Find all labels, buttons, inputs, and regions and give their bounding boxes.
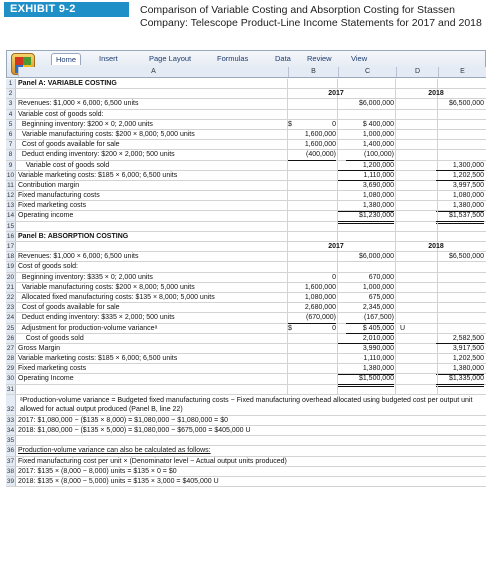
row-label: Variable manufacturing costs: $200 × 8,000; 5,000 units <box>18 130 195 138</box>
spreadsheet-row[interactable] <box>6 457 486 467</box>
grid-line <box>337 222 338 231</box>
grid-line <box>437 140 438 149</box>
row-label: Fixed manufacturing cost per unit × (Denominator level − Actual output units produced) <box>18 457 287 465</box>
grid-line <box>395 334 396 343</box>
tab-review[interactable]: Review <box>307 54 332 63</box>
row-number: 17 <box>6 243 15 250</box>
grid-line <box>287 385 288 394</box>
grid-line <box>287 201 288 210</box>
value-2018-detail: 670,000 <box>368 273 394 281</box>
grid-line <box>437 303 438 312</box>
grid-line <box>287 354 288 363</box>
spreadsheet-row[interactable] <box>6 130 486 140</box>
grid-line <box>437 130 438 139</box>
grid-line <box>395 303 396 312</box>
currency-symbol: $ <box>288 324 292 332</box>
spreadsheet-row[interactable] <box>6 334 486 344</box>
value-2018-total: 1,080,000 <box>452 192 484 200</box>
grid-line <box>395 252 396 261</box>
value-2017-total: 1,380,000 <box>338 201 394 212</box>
spreadsheet-row[interactable] <box>6 181 486 191</box>
grid-line <box>395 364 396 373</box>
row-number: 31 <box>6 385 15 393</box>
row-number: 10 <box>6 171 15 179</box>
excel-ribbon <box>6 50 486 78</box>
row-label: Production-volume variance can also be calculated as follows: <box>18 447 211 455</box>
grid-line <box>337 110 338 119</box>
row-number: 14 <box>6 212 15 220</box>
value-2018-detail: (167,500) <box>346 313 394 324</box>
spreadsheet-row[interactable] <box>6 191 486 201</box>
value-2018-detail: 675,000 <box>368 293 394 301</box>
row-number: 16 <box>6 232 15 240</box>
row-number: 26 <box>6 334 15 342</box>
grid-line <box>287 374 288 383</box>
value-2017-total: 3,690,000 <box>362 181 394 189</box>
grid-line <box>437 232 438 241</box>
grid-line <box>395 211 396 220</box>
grid-line <box>437 313 438 322</box>
grid-line <box>437 79 438 88</box>
grid-line <box>395 293 396 302</box>
grid-line <box>337 140 338 149</box>
row-number: 22 <box>6 293 15 301</box>
spreadsheet-row[interactable] <box>6 110 486 120</box>
row-label: Variable cost of goods sold <box>18 161 110 169</box>
grid-line <box>337 130 338 139</box>
row-number: 36 <box>6 447 15 455</box>
row-label: Revenues: $1,000 × 6,000; 6,500 units <box>18 100 139 108</box>
grid-line <box>337 273 338 282</box>
row-label: Beginning inventory: $335 × 0; 2,000 units <box>18 273 153 281</box>
value-2018-total: $1,335,000 <box>436 374 484 387</box>
value-2018-total: 1,300,000 <box>436 161 484 172</box>
grid-line <box>287 364 288 373</box>
tab-formulas[interactable]: Formulas <box>217 54 249 63</box>
row-label: 2018: $135 × (8,000 − 5,000) units = $135 × 3,000 = $405,000 U <box>18 477 219 485</box>
grid-line <box>395 222 396 231</box>
grid-line <box>395 130 396 139</box>
row-number: 38 <box>6 467 15 475</box>
row-number: 25 <box>6 324 15 332</box>
row-label: Deduct ending inventory: $335 × 2,000; 500 units <box>18 314 175 322</box>
grid-line <box>437 110 438 119</box>
row-label: Cost of goods sold: <box>18 263 78 271</box>
grid-line <box>437 120 438 129</box>
row-label: Variable manufacturing costs: $200 × 8,000; 5,000 units <box>18 283 195 291</box>
value-2017-total: 1,080,000 <box>362 192 394 200</box>
row-label: 2017: $1,080,000 − ($135 × 8,000) = $1,080,000 − $1,080,000 = $0 <box>18 416 228 424</box>
grid-line <box>395 273 396 282</box>
grid-line <box>437 385 438 394</box>
exhibit-label: EXHIBIT 9-2 <box>4 2 129 16</box>
row-number: 8 <box>6 150 16 159</box>
spreadsheet-row[interactable] <box>6 354 486 364</box>
value-2018-total: 1,202,500 <box>452 355 484 363</box>
grid-line <box>287 252 288 261</box>
value-2017-total: $1,500,000 <box>338 374 394 387</box>
row-number: 32 <box>6 395 16 415</box>
row-number: 12 <box>6 192 15 200</box>
row-label: Operating income <box>18 212 74 220</box>
year-header-2018: 2018 <box>428 243 444 250</box>
value-2017-detail: 0 <box>332 120 336 128</box>
value-2017-detail: 0 <box>332 324 336 332</box>
value-2017-detail: 1,600,000 <box>304 283 336 291</box>
spreadsheet-row[interactable] <box>6 273 486 283</box>
row-label: 2017: $135 × (8,000 − 8,000) units = $135 × 0 = $0 <box>18 467 177 475</box>
grid-line <box>395 262 396 271</box>
spreadsheet-row[interactable] <box>6 99 486 109</box>
spreadsheet-row[interactable] <box>6 293 486 303</box>
grid-line <box>437 293 438 302</box>
spreadsheet-row[interactable] <box>6 374 486 384</box>
grid-line <box>395 120 396 129</box>
column-header-b[interactable]: B <box>288 67 338 77</box>
grid-line <box>287 334 288 343</box>
value-2017-total: 3,990,000 <box>362 344 394 352</box>
grid-line <box>337 262 338 271</box>
row-number: 13 <box>6 202 15 210</box>
grid-line <box>395 150 396 159</box>
footnote-row[interactable] <box>6 395 486 416</box>
value-2018-total: 1,380,000 <box>436 201 484 212</box>
spreadsheet-row[interactable] <box>6 201 486 211</box>
value-2017-detail: 1,080,000 <box>304 293 336 301</box>
value-2017-total: 1,110,000 <box>338 171 394 182</box>
grid-line <box>287 79 288 88</box>
grid-line <box>287 344 288 353</box>
grid-line <box>395 171 396 180</box>
column-header-a[interactable]: A <box>18 67 288 77</box>
row-label: Cost of goods sold <box>18 334 84 342</box>
spreadsheet-row[interactable] <box>6 283 486 293</box>
column-header-c[interactable]: C <box>338 67 396 77</box>
row-number: 4 <box>6 110 16 119</box>
spreadsheet-row[interactable] <box>6 262 486 272</box>
grid-line <box>437 273 438 282</box>
value-2017-detail: (670,000) <box>288 313 336 324</box>
grid-line <box>337 150 338 159</box>
value-2018-detail: 1,400,000 <box>362 141 394 149</box>
grid-line <box>395 374 396 383</box>
tab-home[interactable]: Home <box>51 53 81 65</box>
grid-line <box>395 232 396 241</box>
grid-line <box>395 201 396 210</box>
grid-line <box>437 150 438 159</box>
spreadsheet-row[interactable] <box>6 477 486 487</box>
value-2017-total: 1,110,000 <box>363 355 394 363</box>
grid-line <box>395 89 396 98</box>
value-2017-total: 1,380,000 <box>338 364 394 375</box>
year-header-2018: 2018 <box>428 90 444 98</box>
grid-line <box>287 232 288 241</box>
grid-line <box>395 181 396 190</box>
grid-line <box>395 191 396 200</box>
grid-line <box>337 293 338 302</box>
row-number: 39 <box>6 477 15 485</box>
exhibit-caption: Comparison of Variable Costing and Absorption Costing for Stassen Company: Telescope Product-Line Income Statements for 2017 and 2018 <box>140 4 482 29</box>
row-number: 9 <box>6 161 16 170</box>
value-2018-detail: (100,000) <box>346 150 394 161</box>
spreadsheet-grid[interactable] <box>6 79 486 487</box>
value-2018-total: 3,997,500 <box>452 181 484 189</box>
row-number: 19 <box>6 263 15 271</box>
spreadsheet-row[interactable] <box>6 171 486 181</box>
column-header-d[interactable]: D <box>396 67 438 77</box>
value-2017-detail: 1,600,000 <box>304 130 336 138</box>
row-label: Revenues: $1,000 × 6,000; 6,500 units <box>18 253 139 261</box>
grid-line <box>287 99 288 108</box>
grid-line <box>395 313 396 322</box>
grid-line <box>287 242 288 251</box>
spreadsheet-row[interactable] <box>6 324 486 334</box>
row-number: 30 <box>6 375 15 383</box>
row-label: Fixed manufacturing costs <box>18 192 100 200</box>
row-number: 24 <box>6 314 15 322</box>
grid-line <box>337 385 338 394</box>
spreadsheet-row[interactable] <box>6 364 486 374</box>
row-number: 15 <box>6 222 15 230</box>
row-label: Beginning inventory: $200 × 0; 2,000 units <box>18 120 153 128</box>
spreadsheet-row[interactable] <box>6 89 486 99</box>
row-label: Adjustment for production-volume varianceᵃ <box>18 324 158 332</box>
grid-line <box>395 283 396 292</box>
row-label: Cost of goods available for sale <box>18 304 120 312</box>
grid-line <box>287 161 288 170</box>
row-number: 27 <box>6 344 15 352</box>
spreadsheet-row[interactable] <box>6 242 486 252</box>
row-number: 5 <box>6 120 16 129</box>
spreadsheet-row[interactable] <box>6 436 486 446</box>
value-2017-total: $1,230,000 <box>338 211 394 224</box>
row-label: Panel B: ABSORPTION COSTING <box>18 232 129 240</box>
grid-line <box>395 354 396 363</box>
row-label: Fixed marketing costs <box>18 202 87 210</box>
value-2017-total: $6,000,000 <box>358 100 394 108</box>
row-label: Allocated fixed manufacturing costs: $135 × 8,000; 5,000 units <box>18 293 215 301</box>
grid-line <box>337 79 338 88</box>
value-2018-detail: 1,000,000 <box>362 130 394 138</box>
spreadsheet-row[interactable] <box>6 426 486 436</box>
row-label: Gross Margin <box>18 344 61 352</box>
variance-flag: U <box>400 324 406 332</box>
value-2018-total: $6,500,000 <box>448 100 484 108</box>
spreadsheet-row[interactable] <box>6 232 486 242</box>
value-2018-detail: $ 405,000 <box>346 324 394 335</box>
grid-line <box>287 191 288 200</box>
row-number: 6 <box>6 130 16 139</box>
row-label: Panel A: VARIABLE COSTING <box>18 80 117 87</box>
spreadsheet-row[interactable] <box>6 161 486 171</box>
tab-page-layout[interactable]: Page Layout <box>149 54 192 63</box>
value-2018-detail: 2,345,000 <box>362 304 394 312</box>
grid-line <box>337 324 338 333</box>
row-number: 37 <box>6 457 15 465</box>
row-number: 18 <box>6 253 15 261</box>
row-label: Variable cost of goods sold: <box>18 110 104 118</box>
grid-line <box>395 242 396 251</box>
currency-symbol: $ <box>288 120 292 128</box>
year-header-2017: 2017 <box>328 90 344 98</box>
row-number: 23 <box>6 304 15 312</box>
row-number: 35 <box>6 437 15 445</box>
row-number: 7 <box>6 140 16 149</box>
grid-line <box>395 110 396 119</box>
row-label: Cost of goods available for sale <box>18 141 120 149</box>
grid-line <box>395 324 396 333</box>
grid-line <box>287 181 288 190</box>
spreadsheet-row[interactable] <box>6 150 486 160</box>
grid-line <box>437 283 438 292</box>
row-number: 29 <box>6 365 15 373</box>
row-number: 20 <box>6 273 15 281</box>
footnote-text: ᵃProduction-volume variance = Budgeted fixed manufacturing costs − Fixed manufacturing overhead allocated using budgeted cost per output unit allowed for actual output produced (Panel B, line 22) <box>20 396 473 414</box>
row-label: Variable marketing costs: $185 × 6,000; 6,500 units <box>18 355 178 363</box>
row-label: Fixed marketing costs <box>18 365 87 373</box>
value-2017-detail: 0 <box>332 273 336 281</box>
grid-line <box>337 120 338 129</box>
row-number: 28 <box>6 355 15 363</box>
grid-line <box>337 313 338 322</box>
spreadsheet-row[interactable] <box>6 313 486 323</box>
grid-line <box>337 283 338 292</box>
grid-line <box>287 211 288 220</box>
row-label: Deduct ending inventory: $200 × 2,000; 500 units <box>18 151 175 159</box>
grid-line <box>287 110 288 119</box>
value-2017-total: 1,200,000 <box>338 161 394 172</box>
grid-line <box>287 262 288 271</box>
tab-data[interactable]: Data <box>275 54 291 63</box>
spreadsheet-row[interactable] <box>6 79 486 89</box>
exhibit-rule <box>4 16 129 17</box>
grid-line <box>395 385 396 394</box>
spreadsheet-row[interactable] <box>6 344 486 354</box>
value-2018-total: 2,582,500 <box>436 334 484 345</box>
spreadsheet-row[interactable] <box>6 416 486 426</box>
row-number: 11 <box>6 181 16 190</box>
row-number: 2 <box>6 89 16 98</box>
grid-line <box>395 79 396 88</box>
spreadsheet-row[interactable] <box>6 211 486 221</box>
value-2017-total: 2,010,000 <box>338 334 394 345</box>
value-2018-detail: 1,000,000 <box>362 283 394 291</box>
value-2018-total: $6,500,000 <box>448 253 484 261</box>
column-header-e[interactable]: E <box>438 67 486 77</box>
grid-line <box>287 89 288 98</box>
grid-line <box>437 324 438 333</box>
row-label: 2018: $1,080,000 − ($135 × 5,000) = $1,080,000 − $675,000 = $405,000 U <box>18 427 251 434</box>
value-2018-total: 1,202,500 <box>436 171 484 182</box>
value-2018-detail: $ 400,000 <box>362 120 394 128</box>
spreadsheet-row[interactable] <box>6 467 486 477</box>
value-2017-detail: 2,680,000 <box>304 304 336 312</box>
tab-insert[interactable]: Insert <box>99 54 118 63</box>
row-number: 33 <box>6 416 15 424</box>
value-2017-detail: 1,600,000 <box>304 141 336 149</box>
tab-view[interactable]: View <box>351 54 368 63</box>
grid-line <box>337 232 338 241</box>
row-label: Contribution margin <box>18 181 80 189</box>
spreadsheet-row[interactable] <box>6 303 486 313</box>
value-2017-total: $6,000,000 <box>358 253 394 261</box>
exhibit-header <box>0 0 490 48</box>
grid-line <box>395 99 396 108</box>
grid-line <box>287 171 288 180</box>
value-2018-total: $1,537,500 <box>436 211 484 224</box>
grid-line <box>437 262 438 271</box>
spreadsheet-row[interactable] <box>6 385 486 395</box>
value-2017-detail: (400,000) <box>288 150 336 161</box>
row-number: 3 <box>6 99 16 108</box>
spreadsheet-row[interactable] <box>6 222 486 232</box>
grid-line <box>395 140 396 149</box>
spreadsheet-row[interactable] <box>6 120 486 130</box>
grid-line <box>437 222 438 231</box>
spreadsheet-row[interactable] <box>6 446 486 456</box>
row-number: 34 <box>6 427 15 434</box>
value-2018-total: 3,917,500 <box>452 344 484 352</box>
grid-line <box>287 222 288 231</box>
year-header-2017: 2017 <box>328 243 344 250</box>
spreadsheet-row[interactable] <box>6 252 486 262</box>
row-label: Operating Income <box>18 375 74 383</box>
value-2018-total: 1,380,000 <box>436 364 484 375</box>
grid-line <box>337 303 338 312</box>
row-number: 1 <box>6 79 16 88</box>
grid-line <box>395 344 396 353</box>
spreadsheet-row[interactable] <box>6 140 486 150</box>
grid-line <box>395 161 396 170</box>
row-number: 21 <box>6 283 15 291</box>
row-label: Variable marketing costs: $185 × 6,000; 6,500 units <box>18 171 178 179</box>
